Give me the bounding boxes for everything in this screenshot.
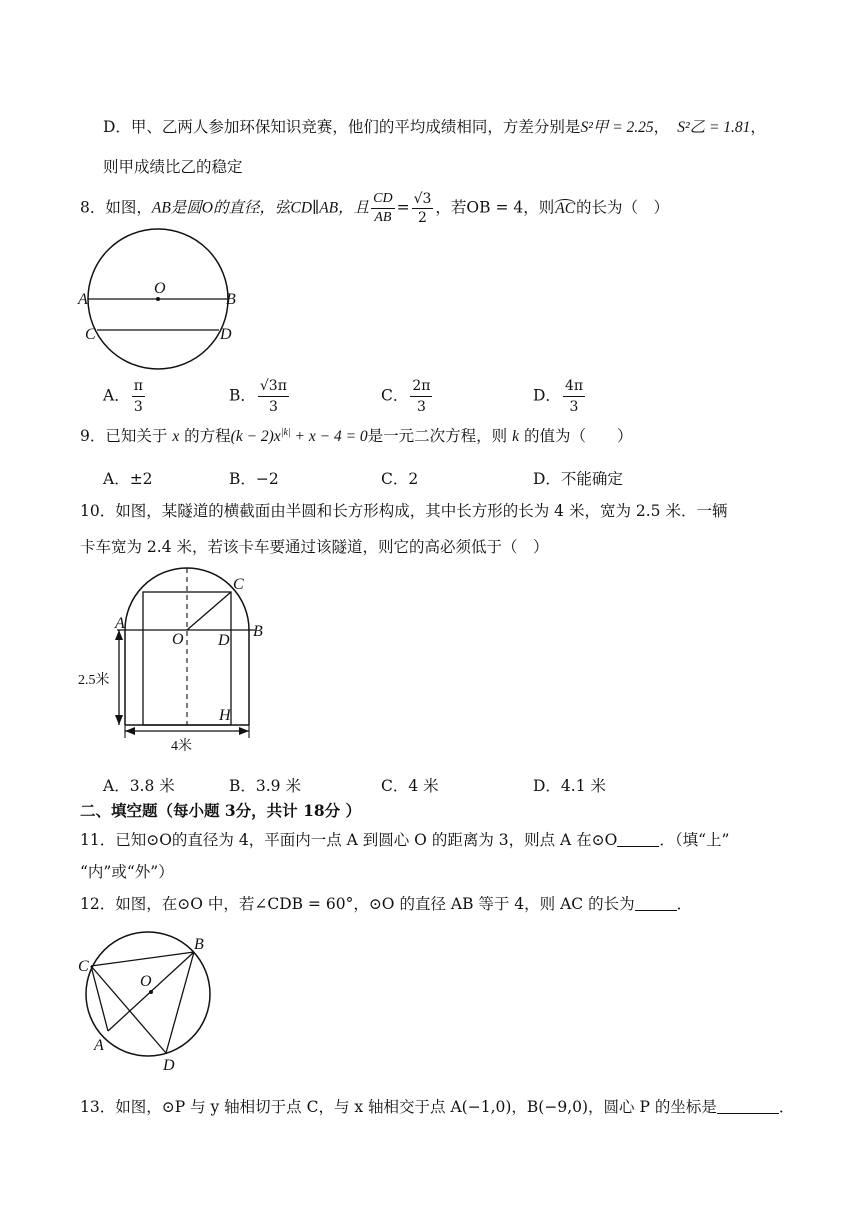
q13-text-a: 13．如图，⊙P 与 y 轴相切于点 C，与 x 轴相交于点 A(−1,0)，B(−9,0)，圆心 P 的坐标是 bbox=[80, 1098, 717, 1116]
q10-line2: 卡车宽为 2.4 米，若该卡车要通过该隧道，则它的高必须低于（ ） bbox=[80, 538, 549, 556]
q10-option-d[interactable]: D．4.1 米 bbox=[533, 777, 607, 795]
q10-label-c: C bbox=[233, 576, 244, 593]
q10-radius-oc bbox=[187, 592, 231, 630]
q8-ratio-num: CD bbox=[371, 192, 394, 209]
q13-answer-blank[interactable] bbox=[717, 1113, 779, 1114]
q8-option-b-num: √3π bbox=[258, 378, 289, 397]
q8-equals: = bbox=[396, 198, 410, 217]
q12-answer-blank[interactable] bbox=[635, 910, 677, 911]
q10-width-arrow-left bbox=[125, 727, 135, 735]
q7-variance-yi: S²乙 = 1.81 bbox=[677, 119, 751, 136]
q8-option-b-den: 3 bbox=[268, 399, 278, 415]
q10-option-c[interactable]: C．4 米 bbox=[381, 777, 439, 795]
q12-label-a: A bbox=[94, 1037, 104, 1054]
q8-option-b[interactable] bbox=[229, 378, 291, 415]
q12-center-dot bbox=[149, 990, 153, 994]
q11-line2: “内”或“外”） bbox=[80, 863, 174, 881]
q9-equation-b: + x − 4 = 0 bbox=[290, 428, 368, 446]
q8-option-d-num: 4π bbox=[563, 378, 585, 397]
q8-ratio-den: AB bbox=[374, 210, 392, 225]
q10-label-b: B bbox=[253, 623, 263, 640]
q10-label-width: 4米 bbox=[171, 739, 192, 754]
q8-number: 8．如图， bbox=[80, 198, 152, 217]
q10-label-a: A bbox=[115, 615, 125, 632]
q8-arc-label: AC bbox=[555, 199, 576, 217]
q8-option-d[interactable] bbox=[533, 378, 587, 415]
q10-height-arrow-bottom bbox=[115, 715, 123, 725]
q8-option-c[interactable] bbox=[381, 378, 434, 415]
q9-option-c[interactable]: C．2 bbox=[381, 470, 419, 488]
q8-option-b-key: B． bbox=[229, 386, 256, 405]
q12-text-a: 12．如图，在⊙O 中，若∠CDB = 60°，⊙O 的直径 AB 等于 4，则 AC 的长为 bbox=[80, 895, 635, 913]
q8-option-a-den: 3 bbox=[133, 399, 143, 415]
q13-line1 bbox=[80, 1100, 794, 1116]
q11-line1 bbox=[80, 833, 729, 849]
q7-option-d-line2: 则甲成绩比乙的稳定 bbox=[103, 158, 243, 176]
q8-stem-a: AB是圆O的直径，弦CD∥AB，且 bbox=[151, 199, 370, 217]
q11-text-b: ．（填“上” bbox=[659, 831, 730, 849]
q12-label-b: B bbox=[194, 936, 204, 953]
q9-equation bbox=[231, 428, 368, 445]
q12-text-b: ． bbox=[676, 895, 693, 913]
q9-stem-b: 的方程 bbox=[184, 427, 231, 446]
q8-label-d: D bbox=[220, 326, 232, 343]
q8-option-a[interactable] bbox=[103, 378, 147, 415]
q7-variance-jia: S²甲 = 2.25 bbox=[580, 119, 654, 136]
q9-option-d[interactable]: D．不能确定 bbox=[533, 470, 623, 488]
q10-label-h: H bbox=[219, 707, 231, 724]
q8-rhs-fraction bbox=[412, 192, 434, 225]
q9-option-b[interactable]: B．−2 bbox=[229, 470, 279, 488]
q10-width-arrow-right bbox=[239, 727, 249, 735]
q8-rhs-num: √3 bbox=[413, 191, 432, 207]
q9-exponent: |k| bbox=[280, 427, 291, 438]
q7-sep: ， bbox=[653, 118, 670, 136]
q7-end: ， bbox=[750, 118, 766, 136]
q8-option-a-num: π bbox=[132, 378, 145, 397]
q8-option-d-key: D． bbox=[533, 386, 561, 405]
q13-text-b: ． bbox=[778, 1098, 795, 1116]
q7-option-d-line1 bbox=[103, 120, 766, 136]
q12-line1 bbox=[80, 897, 692, 913]
q7-option-d-text: D．甲、乙两人参加环保知识竞赛，他们的平均成绩相同，方差分别是 bbox=[103, 118, 581, 136]
q8-option-c-key: C． bbox=[381, 386, 409, 405]
q9-option-a[interactable]: A．±2 bbox=[103, 470, 153, 488]
q8-ratio-fraction bbox=[371, 192, 394, 225]
q9-equation-a: (k − 2)x bbox=[230, 428, 281, 446]
q10-label-o: O bbox=[172, 631, 184, 648]
q8-stem-c: 的长为（ ） bbox=[576, 198, 670, 217]
q10-figure bbox=[75, 568, 275, 758]
q8-rhs-den: 2 bbox=[418, 210, 427, 226]
q8-stem-b: ，若OB = 4，则 bbox=[435, 198, 555, 217]
q12-label-o: O bbox=[140, 973, 152, 990]
q12-chord-bd bbox=[166, 952, 194, 1053]
q8-option-a-key: A． bbox=[103, 386, 130, 405]
q8-option-c-den: 3 bbox=[416, 399, 426, 415]
q8-label-o: O bbox=[154, 280, 166, 297]
q8-option-d-den: 3 bbox=[569, 399, 579, 415]
q10-option-a[interactable]: A．3.8 米 bbox=[103, 777, 175, 795]
q9-stem bbox=[80, 428, 632, 445]
q8-label-b: B bbox=[226, 291, 236, 308]
q9-stem-c: 是一元二次方程，则 bbox=[367, 427, 508, 446]
q8-center-dot bbox=[156, 297, 160, 301]
q9-var-k: k bbox=[512, 428, 519, 446]
q10-option-b[interactable]: B．3.9 米 bbox=[229, 777, 301, 795]
section-2-title: 二、填空题（每小题 3分，共计 18分 ） bbox=[80, 801, 362, 820]
q12-figure bbox=[75, 928, 235, 1073]
q8-label-c: C bbox=[85, 326, 96, 343]
q10-label-height: 2.5米 bbox=[78, 673, 110, 688]
q10-line1: 10．如图，某隧道的横截面由半圆和长方形构成，其中长方形的长为 4 米，宽为 2.5 米．一辆 bbox=[80, 502, 728, 520]
q8-option-c-num: 2π bbox=[410, 378, 432, 397]
q12-label-d: D bbox=[163, 1057, 175, 1074]
q8-label-a: A bbox=[78, 291, 88, 308]
q12-chord-cb bbox=[91, 952, 194, 966]
q12-label-c: C bbox=[78, 958, 89, 975]
q9-stem-a: 9．已知关于 bbox=[80, 427, 168, 446]
q8-figure bbox=[75, 225, 255, 375]
q9-var-x: x bbox=[172, 428, 180, 446]
q11-text-a: 11．已知⊙O的直径为 4，平面内一点 A 到圆心 O 的距离为 3，则点 A 在⊙O bbox=[80, 831, 618, 849]
q9-stem-d: 的值为（ ） bbox=[523, 427, 633, 446]
q10-label-d: D bbox=[218, 632, 230, 649]
q8-stem bbox=[80, 192, 669, 225]
q11-answer-blank[interactable] bbox=[617, 846, 659, 847]
